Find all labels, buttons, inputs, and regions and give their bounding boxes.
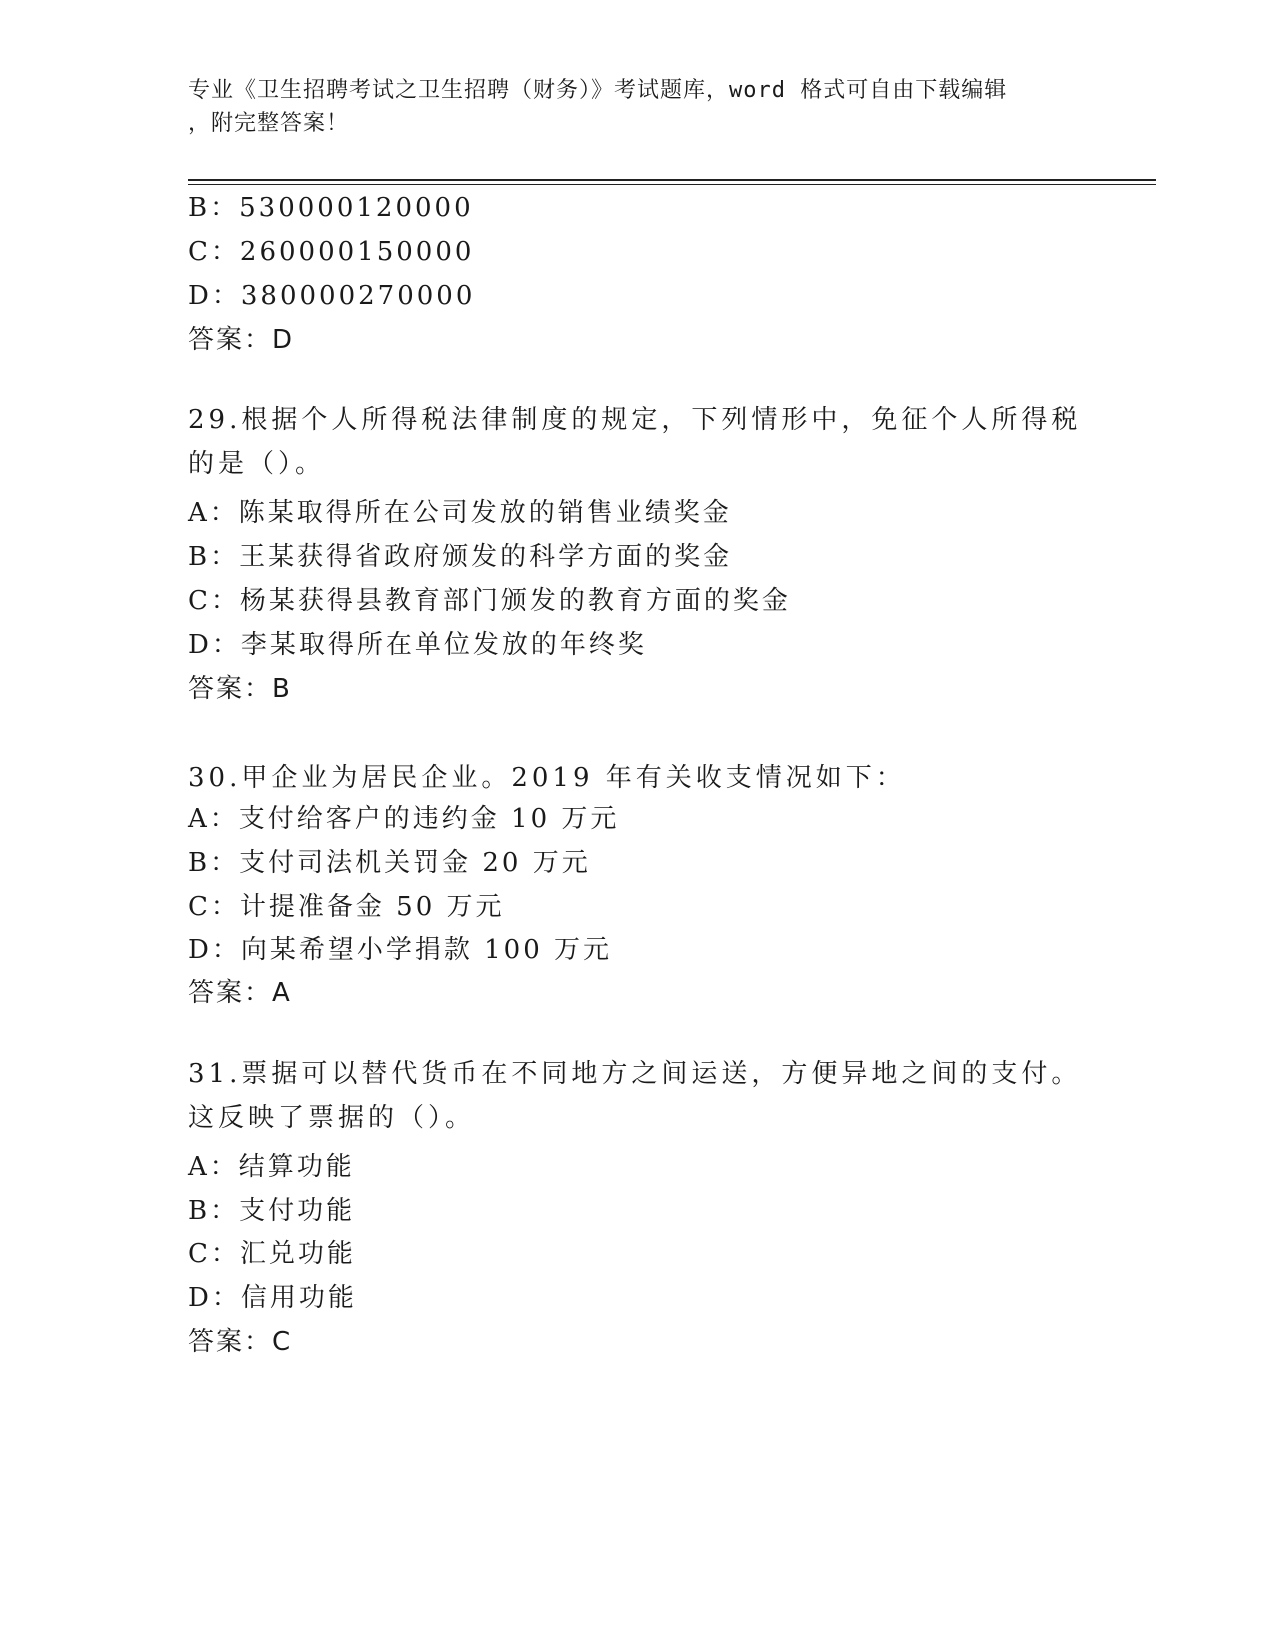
answer-label: 答案： [188, 325, 273, 355]
option-key: D： [188, 281, 241, 311]
option-text: 王某获得省政府颁发的科学方面的奖金 [239, 542, 733, 572]
option-a [188, 1146, 355, 1183]
option-d [188, 275, 475, 312]
option-text: 李某取得所在单位发放的年终奖 [240, 630, 647, 660]
answer-line [188, 1321, 292, 1358]
option-text: 陈某取得所在公司发放的销售业绩奖金 [238, 498, 732, 528]
option-key: A： [188, 804, 239, 834]
header-divider-thick [188, 179, 1156, 181]
header-line-2: ，附完整答案！ [188, 111, 350, 136]
header-line-1: 专业《卫生招聘考试之卫生招聘（财务）》考试题库，word 格式可自由下载编辑 [188, 78, 1008, 103]
option-text: 380000270000 [240, 281, 476, 311]
option-key: C： [188, 892, 240, 922]
option-c [188, 1233, 356, 1270]
option-d [188, 929, 612, 966]
option-b [188, 842, 591, 879]
option-b [188, 187, 474, 224]
option-text: 杨某获得县教育部门颁发的教育方面的奖金 [239, 586, 791, 616]
option-d [188, 1277, 357, 1314]
question-text: 31.票据可以替代货币在不同地方之间运送，方便异地之间的支付。这反映了票据的（）。 [188, 1059, 1082, 1133]
answer-label: 答案： [188, 978, 273, 1008]
option-c [188, 580, 791, 617]
option-key: B： [188, 1196, 240, 1226]
answer-value: D [272, 325, 295, 355]
option-key: A： [188, 498, 239, 528]
option-b [188, 536, 732, 573]
option-key: D： [188, 935, 241, 965]
option-c [188, 231, 474, 268]
header-divider-thin [188, 184, 1156, 185]
option-text: 信用功能 [240, 1283, 357, 1313]
option-text: 260000150000 [239, 237, 475, 267]
option-key: B： [188, 193, 240, 223]
option-text: 支付功能 [239, 1196, 356, 1226]
option-a [188, 798, 619, 835]
document-header [188, 74, 1068, 140]
answer-label: 答案： [188, 1327, 273, 1357]
option-d [188, 624, 647, 661]
answer-line [188, 972, 292, 1009]
answer-value: B [272, 674, 292, 704]
answer-line [188, 319, 294, 356]
answer-value: C [272, 1327, 293, 1357]
option-text: 结算功能 [238, 1152, 355, 1182]
option-key: C： [188, 1239, 240, 1269]
option-c [188, 886, 505, 923]
option-text: 计提准备金 50 万元 [239, 892, 505, 922]
answer-line [188, 668, 292, 705]
option-key: C： [188, 586, 240, 616]
answer-value: A [272, 978, 292, 1008]
option-a [188, 492, 732, 529]
option-key: D： [188, 1283, 241, 1313]
option-key: C： [188, 237, 240, 267]
answer-label: 答案： [188, 674, 273, 704]
option-key: B： [188, 542, 240, 572]
question-text: 30.甲企业为居民企业。2019 年有关收支情况如下： [188, 763, 906, 793]
question-text: 29.根据个人所得税法律制度的规定，下列情形中，免征个人所得税的是（）。 [188, 405, 1082, 479]
option-text: 支付司法机关罚金 20 万元 [239, 848, 591, 878]
option-key: D： [188, 630, 241, 660]
option-text: 向某希望小学捐款 100 万元 [240, 935, 613, 965]
option-key: A： [188, 1152, 239, 1182]
option-text: 支付给客户的违约金 10 万元 [238, 804, 620, 834]
option-text: 530000120000 [239, 193, 474, 223]
option-b [188, 1190, 355, 1227]
option-key: B： [188, 848, 240, 878]
option-text: 汇兑功能 [239, 1239, 356, 1269]
